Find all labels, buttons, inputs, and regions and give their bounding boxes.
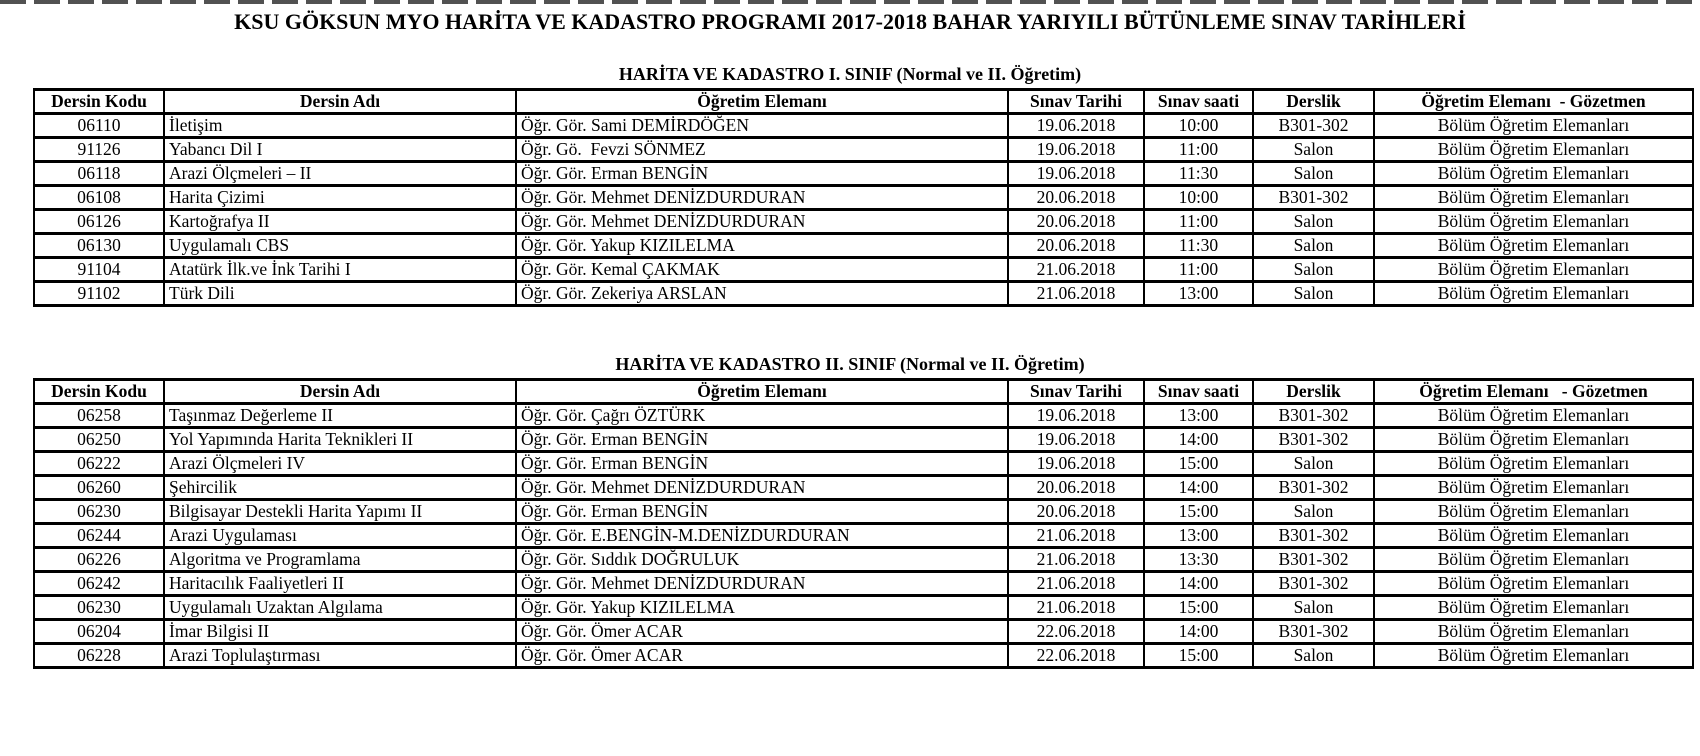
table-row — [34, 500, 1693, 524]
table-cell: 06230 — [34, 500, 164, 524]
table-cell: 15:00 — [1144, 452, 1253, 476]
column-header: Sınav Tarihi — [1008, 90, 1144, 114]
table-cell: 91104 — [34, 258, 164, 282]
table-cell: Öğr. Gör. Yakup KIZILELMA — [516, 596, 1008, 620]
table-row — [34, 644, 1693, 668]
table-cell: Bölüm Öğretim Elemanları — [1374, 548, 1693, 572]
table-cell: Harita Çizimi — [164, 186, 516, 210]
table-cell: 21.06.2018 — [1008, 524, 1144, 548]
table-cell: 19.06.2018 — [1008, 138, 1144, 162]
table-cell: Salon — [1253, 162, 1374, 186]
table-cell: Salon — [1253, 258, 1374, 282]
table-row — [34, 162, 1693, 186]
table-cell: Bilgisayar Destekli Harita Yapımı II — [164, 500, 516, 524]
table-row — [34, 548, 1693, 572]
table-cell: Bölüm Öğretim Elemanları — [1374, 162, 1693, 186]
table-row — [34, 596, 1693, 620]
table-cell: Bölüm Öğretim Elemanları — [1374, 234, 1693, 258]
table-cell: 13:30 — [1144, 548, 1253, 572]
table-cell: 06230 — [34, 596, 164, 620]
table-cell: B301-302 — [1253, 428, 1374, 452]
column-header: Öğretim Elemanı - Gözetmen — [1374, 380, 1693, 404]
table-cell: 06118 — [34, 162, 164, 186]
table-cell: B301-302 — [1253, 186, 1374, 210]
table-cell: 06108 — [34, 186, 164, 210]
table-cell: Bölüm Öğretim Elemanları — [1374, 138, 1693, 162]
column-header: Dersin Adı — [164, 90, 516, 114]
table-cell: Yabancı Dil I — [164, 138, 516, 162]
table-cell: Bölüm Öğretim Elemanları — [1374, 476, 1693, 500]
table-cell: 11:00 — [1144, 138, 1253, 162]
table-cell: 06244 — [34, 524, 164, 548]
table-row — [34, 476, 1693, 500]
table-cell: Salon — [1253, 644, 1374, 668]
table-cell: Öğr. Gör. Erman BENGİN — [516, 500, 1008, 524]
table-cell: 10:00 — [1144, 186, 1253, 210]
table-cell: Salon — [1253, 234, 1374, 258]
table-cell: Bölüm Öğretim Elemanları — [1374, 114, 1693, 138]
table-cell: 11:30 — [1144, 234, 1253, 258]
table-row — [34, 452, 1693, 476]
table-cell: Öğr. Gör. Yakup KIZILELMA — [516, 234, 1008, 258]
table-cell: Bölüm Öğretim Elemanları — [1374, 258, 1693, 282]
table-cell: Arazi Ölçmeleri IV — [164, 452, 516, 476]
table-cell: 11:30 — [1144, 162, 1253, 186]
table-caption-second-year: HARİTA VE KADASTRO II. SINIF (Normal ve II. Öğretim) — [615, 354, 1085, 374]
column-header: Derslik — [1253, 90, 1374, 114]
table-cell: 21.06.2018 — [1008, 258, 1144, 282]
table-row — [34, 210, 1693, 234]
table-cell: Öğr. Gör. Erman BENGİN — [516, 452, 1008, 476]
table-cell: 11:00 — [1144, 210, 1253, 234]
table-cell: 19.06.2018 — [1008, 452, 1144, 476]
table-cell: Bölüm Öğretim Elemanları — [1374, 282, 1693, 306]
table-cell: Öğr. Gör. E.BENGİN-M.DENİZDURDURAN — [516, 524, 1008, 548]
table-cell: Bölüm Öğretim Elemanları — [1374, 186, 1693, 210]
table-cell: B301-302 — [1253, 114, 1374, 138]
table-cell: 06228 — [34, 644, 164, 668]
table-cell: Salon — [1253, 596, 1374, 620]
table-cell: Bölüm Öğretim Elemanları — [1374, 524, 1693, 548]
table-cell: Arazi Ölçmeleri – II — [164, 162, 516, 186]
table-row — [34, 186, 1693, 210]
table-cell: Türk Dili — [164, 282, 516, 306]
table-row — [34, 428, 1693, 452]
table-cell: 15:00 — [1144, 596, 1253, 620]
column-header: Sınav saati — [1144, 90, 1253, 114]
table-cell: Öğr. Gör. Kemal ÇAKMAK — [516, 258, 1008, 282]
column-header: Sınav saati — [1144, 380, 1253, 404]
table-cell: 06110 — [34, 114, 164, 138]
table-cell: 20.06.2018 — [1008, 234, 1144, 258]
table-cell: 21.06.2018 — [1008, 282, 1144, 306]
table-cell: Öğr. Gör. Ömer ACAR — [516, 644, 1008, 668]
table-cell: Bölüm Öğretim Elemanları — [1374, 596, 1693, 620]
table-cell: 10:00 — [1144, 114, 1253, 138]
table-cell: Öğr. Gör. Sıddık DOĞRULUK — [516, 548, 1008, 572]
table-cell: 20.06.2018 — [1008, 210, 1144, 234]
table-cell: Öğr. Gö. Fevzi SÖNMEZ — [516, 138, 1008, 162]
table-cell: Bölüm Öğretim Elemanları — [1374, 404, 1693, 428]
table-cell: 19.06.2018 — [1008, 404, 1144, 428]
table-cell: Öğr. Gör. Mehmet DENİZDURDURAN — [516, 572, 1008, 596]
table-cell: Salon — [1253, 500, 1374, 524]
table-cell: 20.06.2018 — [1008, 500, 1144, 524]
table-cell: Haritacılık Faaliyetleri II — [164, 572, 516, 596]
table-row — [34, 138, 1693, 162]
table-cell: Öğr. Gör. Mehmet DENİZDURDURAN — [516, 210, 1008, 234]
table-cell: B301-302 — [1253, 572, 1374, 596]
table-cell: 06226 — [34, 548, 164, 572]
table-cell: Öğr. Gör. Zekeriya ARSLAN — [516, 282, 1008, 306]
table-row — [34, 620, 1693, 644]
table-row — [34, 258, 1693, 282]
table-cell: 06242 — [34, 572, 164, 596]
table-cell: 20.06.2018 — [1008, 186, 1144, 210]
table-cell: Öğr. Gör. Erman BENGİN — [516, 162, 1008, 186]
table-cell: Arazi Toplulaştırması — [164, 644, 516, 668]
table-cell: Şehircilik — [164, 476, 516, 500]
scan-noise-strip — [0, 0, 1700, 4]
table-cell: 14:00 — [1144, 620, 1253, 644]
table-cell: 14:00 — [1144, 476, 1253, 500]
table-cell: Bölüm Öğretim Elemanları — [1374, 644, 1693, 668]
table-row — [34, 524, 1693, 548]
table-cell: 14:00 — [1144, 428, 1253, 452]
table-cell: Uygulamalı CBS — [164, 234, 516, 258]
column-header: Öğretim Elemanı — [516, 90, 1008, 114]
table-cell: 91102 — [34, 282, 164, 306]
table-cell: 21.06.2018 — [1008, 572, 1144, 596]
table-cell: Bölüm Öğretim Elemanları — [1374, 620, 1693, 644]
table-row — [34, 404, 1693, 428]
table-cell: Bölüm Öğretim Elemanları — [1374, 452, 1693, 476]
table-cell: 19.06.2018 — [1008, 114, 1144, 138]
table-caption-first-year: HARİTA VE KADASTRO I. SINIF (Normal ve II. Öğretim) — [618, 64, 1082, 84]
table-cell: 06258 — [34, 404, 164, 428]
table-cell: Öğr. Gör. Sami DEMİRDÖĞEN — [516, 114, 1008, 138]
exam-schedule-table-first-year — [33, 88, 1694, 307]
table-cell: Öğr. Gör. Erman BENGİN — [516, 428, 1008, 452]
table-cell: 13:00 — [1144, 282, 1253, 306]
table-cell: Salon — [1253, 282, 1374, 306]
column-header: Derslik — [1253, 380, 1374, 404]
table-row — [34, 282, 1693, 306]
table-cell: Öğr. Gör. Ömer ACAR — [516, 620, 1008, 644]
table-cell: B301-302 — [1253, 404, 1374, 428]
table-cell: 06204 — [34, 620, 164, 644]
table-cell: Öğr. Gör. Mehmet DENİZDURDURAN — [516, 186, 1008, 210]
table-row — [34, 572, 1693, 596]
header-row — [34, 380, 1693, 404]
table-cell: Bölüm Öğretim Elemanları — [1374, 210, 1693, 234]
table-cell: Yol Yapımında Harita Teknikleri II — [164, 428, 516, 452]
table-cell: İletişim — [164, 114, 516, 138]
table-cell: 14:00 — [1144, 572, 1253, 596]
table-cell: 06250 — [34, 428, 164, 452]
table-cell: 06126 — [34, 210, 164, 234]
table-cell: B301-302 — [1253, 524, 1374, 548]
table-cell: 15:00 — [1144, 500, 1253, 524]
table-cell: 22.06.2018 — [1008, 644, 1144, 668]
page-title: KSU GÖKSUN MYO HARİTA VE KADASTRO PROGRAMI 2017-2018 BAHAR YARIYILI BÜTÜNLEME SINAV TARİHLERİ — [234, 9, 1466, 34]
table-cell: Bölüm Öğretim Elemanları — [1374, 500, 1693, 524]
header-row — [34, 90, 1693, 114]
exam-schedule-table-second-year — [33, 378, 1694, 669]
table-cell: Algoritma ve Programlama — [164, 548, 516, 572]
table-cell: Arazi Uygulaması — [164, 524, 516, 548]
table-cell: Bölüm Öğretim Elemanları — [1374, 572, 1693, 596]
column-header: Öğretim Elemanı — [516, 380, 1008, 404]
table-row — [34, 114, 1693, 138]
column-header: Dersin Kodu — [34, 90, 164, 114]
table-cell: 19.06.2018 — [1008, 162, 1144, 186]
table-cell: Salon — [1253, 452, 1374, 476]
table-row — [34, 234, 1693, 258]
table-cell: Öğr. Gör. Mehmet DENİZDURDURAN — [516, 476, 1008, 500]
table-cell: Bölüm Öğretim Elemanları — [1374, 428, 1693, 452]
table-cell: 06260 — [34, 476, 164, 500]
table-cell: Atatürk İlk.ve İnk Tarihi I — [164, 258, 516, 282]
table-cell: Öğr. Gör. Çağrı ÖZTÜRK — [516, 404, 1008, 428]
table-cell: 22.06.2018 — [1008, 620, 1144, 644]
table-cell: 13:00 — [1144, 404, 1253, 428]
table-cell: Uygulamalı Uzaktan Algılama — [164, 596, 516, 620]
table-cell: 20.06.2018 — [1008, 476, 1144, 500]
table-cell: 15:00 — [1144, 644, 1253, 668]
table-cell: Salon — [1253, 138, 1374, 162]
table-cell: 06130 — [34, 234, 164, 258]
column-header: Dersin Kodu — [34, 380, 164, 404]
table-cell: B301-302 — [1253, 476, 1374, 500]
column-header: Sınav Tarihi — [1008, 380, 1144, 404]
table-cell: 19.06.2018 — [1008, 428, 1144, 452]
column-header: Dersin Adı — [164, 380, 516, 404]
table-cell: B301-302 — [1253, 548, 1374, 572]
table-cell: Kartoğrafya II — [164, 210, 516, 234]
table-cell: B301-302 — [1253, 620, 1374, 644]
table-cell: 21.06.2018 — [1008, 548, 1144, 572]
column-header: Öğretim Elemanı - Gözetmen — [1374, 90, 1693, 114]
table-cell: 91126 — [34, 138, 164, 162]
table-cell: Salon — [1253, 210, 1374, 234]
table-cell: Taşınmaz Değerleme II — [164, 404, 516, 428]
table-cell: 11:00 — [1144, 258, 1253, 282]
table-cell: 06222 — [34, 452, 164, 476]
table-cell: 21.06.2018 — [1008, 596, 1144, 620]
table-cell: İmar Bilgisi II — [164, 620, 516, 644]
table-cell: 13:00 — [1144, 524, 1253, 548]
